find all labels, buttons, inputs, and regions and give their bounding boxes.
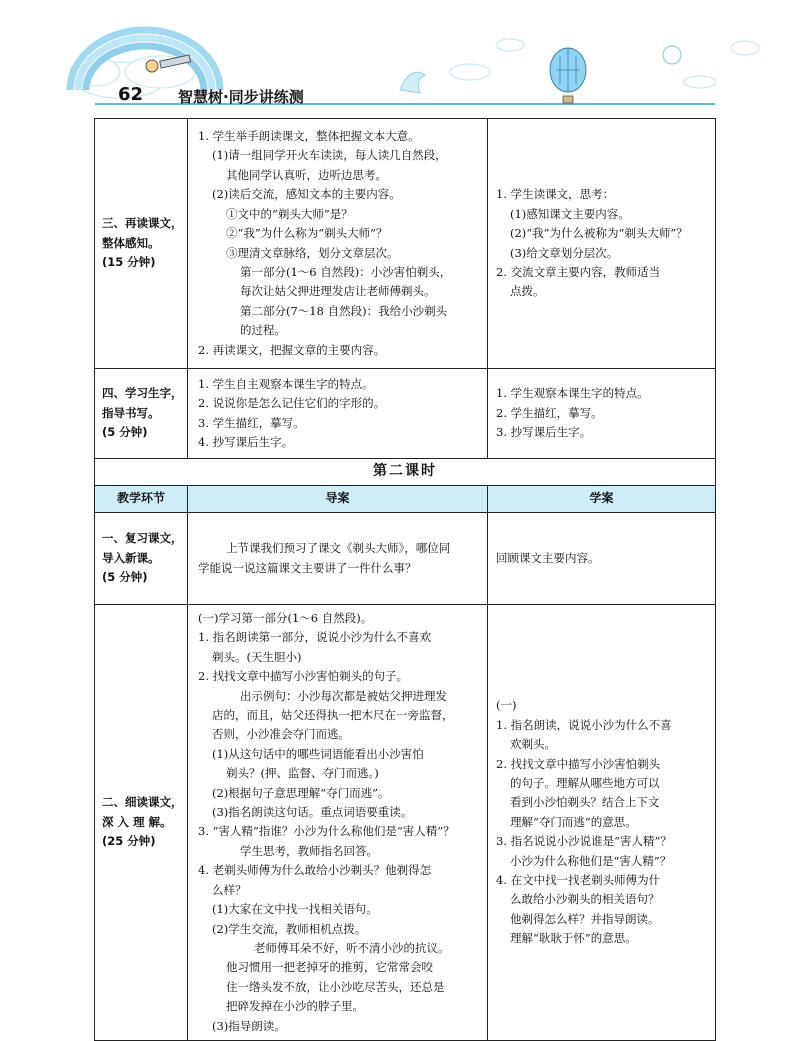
column-header: 学案 [488, 486, 716, 513]
guide-line: ①文中的“剃头大师”是？ [226, 206, 353, 221]
guide-line: 2. 找找文章中描写小沙害怕剃头的句子。 [198, 669, 409, 684]
guide-line: (1)从这句话中的哪些词语能看出小沙害怕 [212, 746, 424, 761]
study-line: 小沙为什么称他们是“害人精”？ [510, 853, 672, 868]
study-line: 2. 学生描红，摹写。 [496, 405, 603, 420]
section-label: 一、复习课文， [102, 531, 183, 546]
study-line: 回顾课文主要内容。 [496, 550, 600, 565]
guide-line: 4. 抄写课后生字。 [198, 434, 294, 449]
guide-line: 住一绺头发不放，让小沙吃尽苦头，还总是 [226, 979, 445, 994]
section-label: 四、学习生字， [102, 386, 183, 401]
guide-line: (2)根据句子意思理解“夺门而逃”。 [212, 785, 390, 800]
study-line: 1. 指名朗读，说说小沙为什么不喜 [496, 717, 672, 732]
guide-line: 的过程。 [240, 323, 286, 338]
section-label: 二、细读课文， [102, 795, 183, 810]
guide-line: 出示例句：小沙每次都是被姑父押进理发 [240, 688, 447, 703]
guide-line: (2)读后交流，感知文本的主要内容。 [212, 187, 401, 202]
guide-line: 第二部分(7～18 自然段)：我给小沙剃头 [240, 303, 448, 318]
guide-line: 1. 学生自主观察本课生字的特点。 [198, 376, 374, 391]
page-number: 62 [118, 84, 144, 105]
section-label: 指导书写。 [102, 405, 160, 420]
section-cell [95, 369, 188, 459]
study-line: 他剃得怎么样？并指导朗读。 [510, 911, 660, 926]
column-header: 导案 [188, 486, 488, 513]
study-line: 点拨。 [510, 284, 545, 299]
study-line: 2. 找找文章中描写小沙害怕剃头 [496, 756, 661, 771]
guide-line: 2. 再读课文，把握文章的主要内容。 [198, 342, 386, 357]
guide-line: (1)请一组同学开火车读读，每人读几自然段， [212, 148, 447, 163]
hot-air-balloon-icon [550, 48, 586, 103]
section-label: (25 分钟) [102, 834, 156, 849]
column-header-row [95, 486, 716, 513]
study-line: (2)“我”为什么被称为“剃头大师”？ [510, 226, 688, 241]
guide-line: 么样？ [212, 882, 247, 897]
study-cell [488, 605, 716, 1041]
section-label: 导入新课。 [102, 550, 160, 565]
guide-line: (3)指导朗读。 [212, 1018, 286, 1033]
guide-line: (1)大家在文中找一找相关语句。 [212, 902, 378, 917]
guide-line: 其他同学认真听，边听边思考。 [226, 167, 387, 182]
study-line: (一) [496, 698, 517, 713]
guide-line: 学生思考，教师指名回答。 [240, 843, 378, 858]
guide-cell [188, 605, 488, 1041]
guide-line: 3. “害人精”指谁？小沙为什么称他们是“害人精”？ [198, 824, 455, 839]
study-line: 么敢给小沙剃头的相关语句？ [510, 892, 660, 907]
study-line: 1. 学生读课文，思考： [496, 187, 615, 202]
guide-cell [188, 369, 488, 459]
column-header: 教学环节 [95, 486, 188, 513]
guide-line: 1. 指名朗读第一部分，说说小沙为什么不喜欢 [198, 630, 432, 645]
lesson-title: 第二课时 [95, 459, 716, 486]
guide-line: 剃头。(天生胆小) [212, 649, 302, 664]
book-title: 智慧树·同步讲练测 [178, 88, 304, 106]
guide-line: 2. 说说你是怎么记住它们的字形的。 [198, 396, 386, 411]
guide-line: 否则，小沙准会夺门而逃。 [212, 727, 350, 742]
study-line: 3. 指名说说小沙说谁是“害人精”？ [496, 834, 672, 849]
study-line: 欢剃头。 [510, 737, 556, 752]
section-label: 整体感知。 [102, 235, 160, 250]
sun-icon [663, 46, 681, 64]
guide-line: 店的，而且，姑父还得执一把木尺在一旁监督， [212, 708, 454, 723]
section-cell [95, 513, 188, 605]
guide-line: (3)指名朗读这句话。重点词语要重读。 [212, 805, 413, 820]
study-line: 理解“耿耿于怀”的意思。 [510, 931, 637, 946]
guide-line: 4. 老剃头师傅为什么敢给小沙剃头？他剃得怎 [198, 863, 432, 878]
table-row [95, 605, 716, 1041]
guide-line: 上节课我们预习了课文《剃头大师》，哪位同 [226, 541, 451, 556]
table-row [95, 513, 716, 605]
guide-line: 每次让姑父押进理发店让老师傅剃头。 [240, 284, 436, 299]
guide-line: 1. 学生举手朗读课文，整体把握文本大意。 [198, 129, 420, 144]
study-line: 4. 在文中找一找老剃头师傅为什 [496, 872, 661, 887]
table-row [95, 369, 716, 459]
study-cell [488, 119, 716, 369]
study-line: 的句子。理解从哪些地方可以 [510, 775, 660, 790]
study-line: 理解“夺门而逃”的意思。 [510, 814, 637, 829]
leaf-decoration [400, 72, 425, 93]
guide-line: ③理清文章脉络，划分文章层次。 [226, 245, 399, 260]
guide-cell [188, 513, 488, 605]
section-label: (5 分钟) [102, 425, 148, 440]
table-row [95, 119, 716, 369]
guide-line: ②“我”为什么称为“剃头大师”？ [226, 226, 388, 241]
study-line: (3)给文章划分层次。 [510, 245, 619, 260]
study-line: 3. 抄写课后生字。 [496, 425, 592, 440]
study-line: (1)感知课文主要内容。 [510, 206, 630, 221]
study-line: 1. 学生观察本课生字的特点。 [496, 386, 649, 401]
section-label: 三、再读课文， [102, 216, 183, 231]
section-label: 深 入 理 解。 [102, 814, 172, 829]
guide-line: (一)学习第一部分(1～6 自然段)。 [198, 611, 373, 625]
study-cell [488, 369, 716, 459]
study-line: 2. 交流文章主要内容，教师适当 [496, 264, 661, 279]
guide-line: 3. 学生描红，摹写。 [198, 415, 305, 430]
guide-line: 他习惯用一把老掉牙的推剪，它常常会咬 [226, 960, 433, 975]
guide-line: 学能说一说这篇课文主要讲了一件什么事？ [198, 560, 417, 575]
section-label: (15 分钟) [102, 255, 156, 270]
guide-cell [188, 119, 488, 369]
guide-line: 剃头？(押、监督、夺门而逃。) [226, 766, 379, 781]
study-line: 看到小沙怕剃头？结合上下文 [510, 795, 660, 810]
lesson-title-row [95, 459, 716, 486]
study-cell [488, 513, 716, 605]
guide-line: 把碎发掉在小沙的脖子里。 [226, 999, 364, 1014]
section-label: (5 分钟) [102, 570, 148, 585]
guide-line: 第一部分(1～6 自然段)：小沙害怕剃头， [240, 264, 452, 279]
lesson-plan-table [94, 118, 716, 1041]
guide-line: (2)学生交流，教师相机点拨。 [212, 921, 367, 936]
guide-line: 老师傅耳朵不好，听不清小沙的抗议。 [254, 940, 450, 955]
section-cell [95, 605, 188, 1041]
section-cell [95, 119, 188, 369]
